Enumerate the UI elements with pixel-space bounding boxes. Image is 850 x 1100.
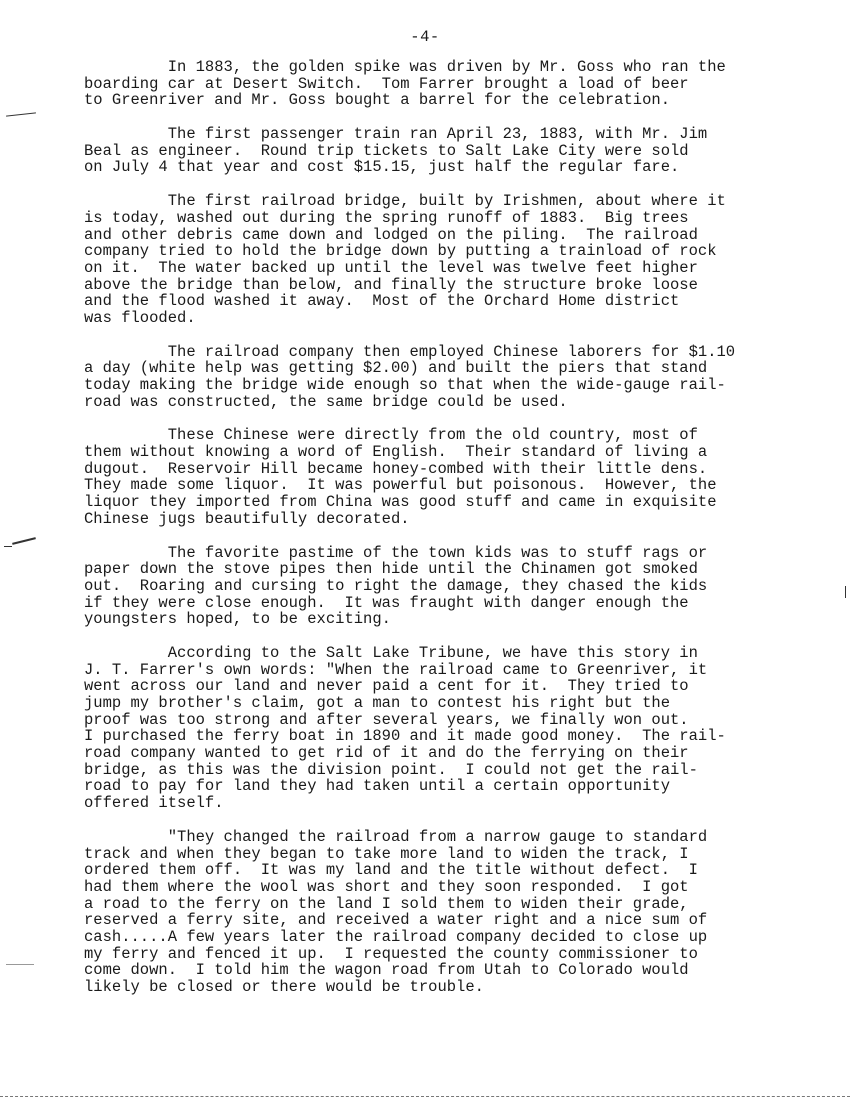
page-bottom-edge: [0, 1096, 850, 1097]
text-line: road company wanted to get rid of it and do the ferrying on their: [84, 744, 689, 763]
text-line: dugout. Reservoir Hill became honey-combed with their little dens.: [84, 459, 708, 478]
text-line: J. T. Farrer's own words: "When the railroad came to Greenriver, it: [84, 660, 708, 679]
margin-scan-mark: [6, 964, 34, 965]
text-line: The railroad company then employed Chinese laborers for $1.10: [84, 342, 736, 361]
text-line: above the bridge than below, and finally the structure broke loose: [84, 275, 698, 294]
text-line: proof was too strong and after several years, we finally won out.: [84, 710, 689, 729]
text-line: if they were close enough. It was fraught with danger enough the: [84, 593, 689, 612]
paragraph: [84, 193, 784, 327]
text-line: offered itself.: [84, 794, 224, 813]
text-line: and other debris came down and lodged on the piling. The railroad: [84, 225, 698, 244]
text-line: is today, washed out during the spring runoff of 1883. Big trees: [84, 208, 689, 227]
text-line: jump my brother's claim, got a man to contest his right but the: [84, 694, 670, 712]
text-line: Chinese jugs beautifully decorated.: [84, 509, 410, 528]
paragraph: [84, 344, 784, 411]
text-line: According to the Salt Lake Tribune, we have this story in: [84, 643, 698, 662]
text-line: bridge, as this was the division point. I could not get the rail-: [84, 760, 698, 779]
text-line: road was constructed, the same bridge could be used.: [84, 392, 568, 411]
text-line: The first railroad bridge, built by Irishmen, about where it: [84, 192, 726, 211]
margin-scan-mark: [845, 586, 846, 598]
text-line: ordered them off. It was my land and the title without defect. I: [84, 861, 698, 880]
text-line: reserved a ferry site, and received a water right and a nice sum of: [84, 911, 708, 930]
text-line: "They changed the railroad from a narrow gauge to standard: [84, 827, 708, 846]
text-line: The favorite pastime of the town kids was to stuff rags or: [84, 543, 708, 562]
text-line: I purchased the ferry boat in 1890 and it made good money. The rail-: [84, 727, 726, 746]
text-line: track and when they began to take more land to widen the track, I: [84, 844, 689, 863]
text-line: Beal as engineer. Round trip tickets to Salt Lake City were sold: [84, 141, 689, 160]
text-line: them without knowing a word of English. Their standard of living a: [84, 443, 708, 462]
paragraph: [84, 126, 784, 176]
text-line: paper down the stove pipes then hide until the Chinamen got smoked: [84, 560, 698, 579]
paragraph: [84, 645, 784, 812]
text-line: out. Roaring and cursing to right the damage, they chased the kids: [84, 576, 708, 595]
text-line: liquor they imported from China was good stuff and came in exquisite: [84, 493, 717, 512]
paragraph: [84, 545, 784, 628]
text-line: These Chinese were directly from the old country, most of: [84, 426, 698, 445]
paragraph: [84, 427, 784, 527]
text-line: on it. The water backed up until the level was twelve feet higher: [84, 258, 698, 277]
text-line: a road to the ferry on the land I sold them to widen their grade,: [84, 894, 689, 913]
text-line: come down. I told him the wagon road from Utah to Colorado would: [84, 961, 689, 980]
text-line: on July 4 that year and cost $15.15, just half the regular fare.: [84, 158, 680, 177]
body-text: [84, 59, 784, 1013]
text-line: today making the bridge wide enough so that when the wide-gauge rail-: [84, 376, 726, 394]
text-line: was flooded.: [84, 308, 196, 327]
text-line: road to pay for land they had taken until a certain opportunity: [84, 777, 670, 796]
margin-scan-mark: [4, 546, 12, 547]
text-line: company tried to hold the bridge down by putting a trainload of rock: [84, 242, 717, 261]
margin-scan-mark: [12, 537, 36, 545]
text-line: my ferry and fenced it up. I requested the county commissioner to: [84, 944, 698, 963]
text-line: In 1883, the golden spike was driven by Mr. Goss who ran the: [84, 58, 726, 76]
text-line: youngsters hoped, to be exciting.: [84, 610, 391, 629]
text-line: to Greenriver and Mr. Goss bought a barrel for the celebration.: [84, 91, 670, 110]
text-line: cash.....A few years later the railroad company decided to close up: [84, 927, 708, 946]
paragraph: [84, 829, 784, 996]
paragraph: [84, 59, 784, 109]
page-number: -4-: [410, 28, 440, 46]
text-line: The first passenger train ran April 23, 1883, with Mr. Jim: [84, 125, 708, 144]
text-line: had them where the wool was short and they soon responded. I got: [84, 877, 689, 896]
text-line: They made some liquor. It was powerful but poisonous. However, the: [84, 476, 717, 495]
text-line: a day (white help was getting $2.00) and built the piers that stand: [84, 359, 708, 378]
text-line: likely be closed or there would be trouble.: [84, 978, 484, 996]
text-line: boarding car at Desert Switch. Tom Farrer brought a load of beer: [84, 74, 689, 93]
text-line: went across our land and never paid a cent for it. They tried to: [84, 677, 689, 696]
text-line: and the flood washed it away. Most of the Orchard Home district: [84, 292, 680, 311]
margin-scan-mark: [6, 112, 36, 116]
